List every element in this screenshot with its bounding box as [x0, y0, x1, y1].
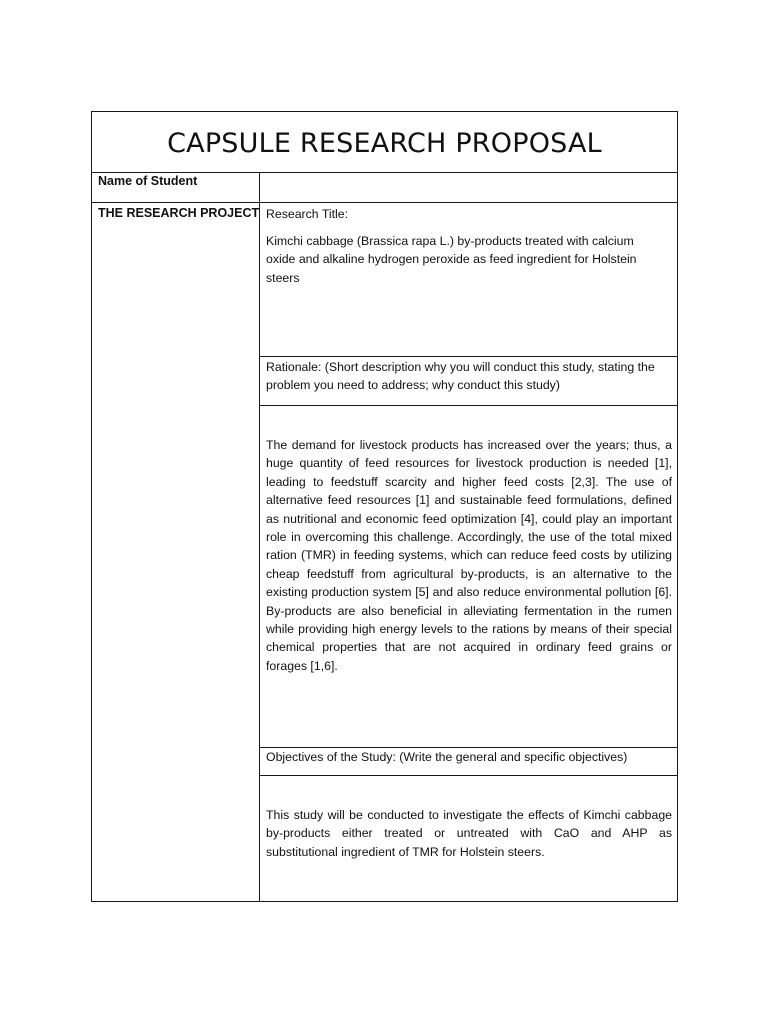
research-title-text: Kimchi cabbage (Brassica rapa L.) by-products treated with calcium oxide and alkaline hydrogen peroxide as feed ingredient for Holstein steers [266, 234, 637, 285]
page-title: CAPSULE RESEARCH PROPOSAL [167, 127, 602, 159]
objectives-text: This study will be conducted to investigate the effects of Kimchi cabbage by-products either treated or untreated with CaO and AHP as substitutional ingredient of TMR for Holstein steers. [266, 808, 672, 859]
name-of-student-label: Name of Student [98, 174, 198, 188]
section-divider [259, 405, 677, 406]
title-row [92, 112, 677, 173]
section-divider [259, 775, 677, 776]
rationale-label: Rationale: (Short description why you will conduct this study, stating the problem you need to address; why conduct this study) [266, 360, 655, 393]
row-divider [92, 202, 677, 203]
research-project-label: THE RESEARCH PROJECT [98, 206, 260, 220]
proposal-form [91, 111, 678, 902]
rationale-text: The demand for livestock products has increased over the years; thus, a huge quantity of feed resources for livestock production is needed [1], leading to feedstuff scarcity and higher feed costs [2,3]. The use of alternative feed resources [1] and sustainable feed formulations, defined as nutritional and economic feed optimization [4], could play an important role in overcoming this challenge. Accordingly, the use of the total mixed ration (TMR) in feeding systems, which can reduce feed costs by utilizing cheap feedstuff from agricultural by-products, is an alternative to the existing production system [5] and also reduce environmental pollution [6]. By-products are also beneficial in alleviating fermentation in the rumen while providing high energy levels to the rations by means of their special chemical properties that are not acquired in ordinary feed grains or forages [1,6]. [266, 438, 672, 673]
column-divider [259, 172, 260, 901]
objectives-label: Objectives of the Study: (Write the general and specific objectives) [266, 750, 628, 764]
section-divider [259, 356, 677, 357]
research-title-label: Research Title: [266, 207, 349, 221]
